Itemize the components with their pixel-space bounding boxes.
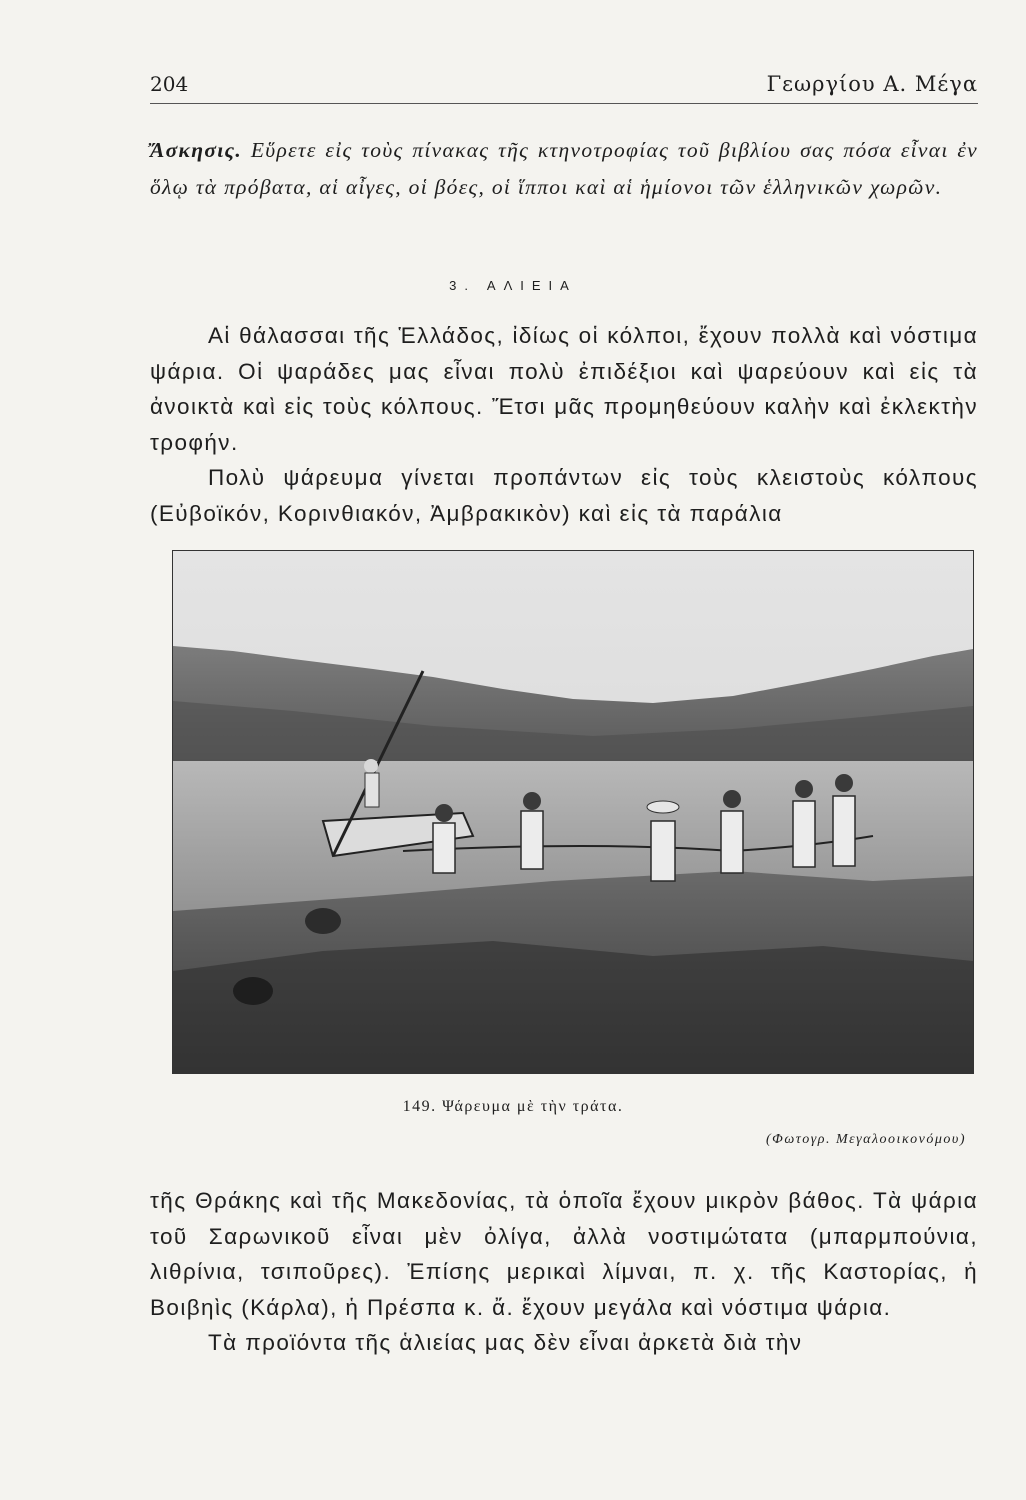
photo-illustration [173,551,973,1073]
section-heading: 3. ΑΛΙΕΙΑ [449,278,577,293]
fishing-photograph [172,550,974,1074]
paragraph: Τὰ προϊόντα τῆς ἁλιείας μας δὲν εἶναι ἀρκετὰ διὰ τὴν [208,1330,803,1356]
exercise-label: Ἄσκησις. [150,138,243,162]
paragraph: τῆς Θράκης καὶ τῆς Μακεδονίας, τὰ ὁποῖα ἔχουν μικρὸν βάθος. Τὰ ψάρια τοῦ Σαρωνικοῦ εἶναι μὲν ὀλίγα, ἀλλὰ νοστιμώτατα (μπαρμπούνια, λιθρίνια, τσιποῦρες). Ἐπίσης μερικαὶ λίμναι, π. χ. τῆς Καστορίας, ἡ Βοιβηὶς (Κάρλα), ἡ Πρέσπα κ. ἄ. ἔχουν μεγάλα καὶ νόστιμα ψάρια. [150,1188,978,1320]
running-head [150,72,978,102]
page-number: 204 [150,72,189,96]
body-text-top [150,318,978,532]
exercise-text: Εὕρετε εἰς τοὺς πίνακας τῆς κτηνοτροφίας τοῦ βιβλίου σας πόσα εἶναι ἐν ὅλῳ τὰ πρόβατα, αἱ αἶγες, οἱ βόες, οἱ ἵπποι καὶ αἱ ἡμίονοι τῶν ἑλληνικῶν χωρῶν. [150,138,979,199]
figure-caption: 149. Ψάρευμα μὲ τὴν τράτα. [402,1098,624,1115]
running-title: Γεωργίου Α. Μέγα [766,72,978,96]
header-rule [150,103,978,104]
photo-credit: (Φωτογρ. Μεγαλοοικονόμου) [766,1132,966,1147]
exercise-paragraph [150,132,978,206]
paragraph: Αἱ θάλασσαι τῆς Ἑλλάδος, ἰδίως οἱ κόλποι, ἔχουν πολλὰ καὶ νόστιμα ψάρια. Οἱ ψαράδες μας εἶναι πολὺ ἐπιδέξιοι καὶ ψαρεύουν καὶ εἰς τὰ ἀνοικτὰ καὶ εἰς τοὺς κόλπους. Ἔτσι μᾶς προμηθεύουν καλὴν καὶ ἐκλεκτὴν τροφήν. [150,323,978,455]
paragraph: Πολὺ ψάρευμα γίνεται προπάντων εἰς τοὺς κλειστοὺς κόλπους (Εὐβοϊκόν, Κορινθιακόν, Ἀμβρακικὸν) καὶ εἰς τὰ παράλια [150,465,978,526]
body-text-bottom [150,1183,978,1361]
